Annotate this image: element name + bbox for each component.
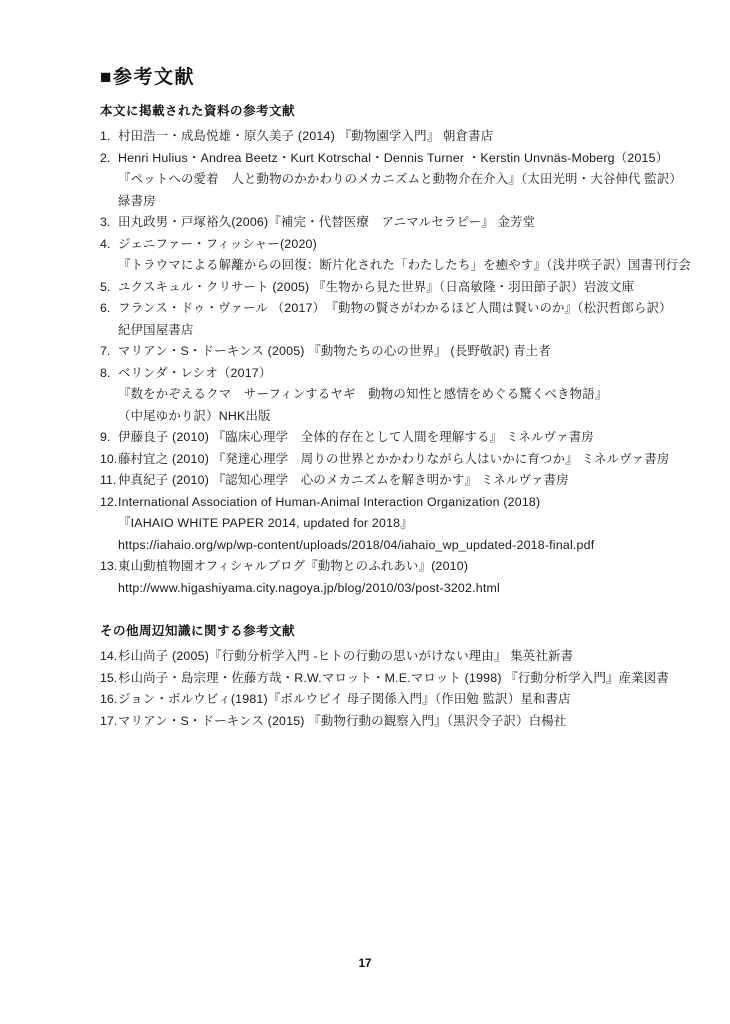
reference-number: 13. xyxy=(100,559,118,573)
reference-line: （中尾ゆかり訳）NHK出版 xyxy=(118,408,271,423)
reference-text xyxy=(118,711,685,733)
reference-line: 東山動植物園オフィシャルブログ『動物とのふれあい』(2010) xyxy=(118,559,469,573)
reference-line: Henri Hulius・Andrea Beetz・Kurt Kotrschal・Dennis Turner ・Kerstin Unvnäs-Moberg（2015） xyxy=(118,150,669,165)
reference-list xyxy=(100,126,691,599)
reference-number: 12. xyxy=(100,494,118,509)
reference-item xyxy=(100,492,685,557)
page-title: ■参考文献 xyxy=(100,67,195,88)
reference-text xyxy=(118,212,685,234)
reference-line: 紀伊国屋書店 xyxy=(118,322,194,337)
reference-number: 5. xyxy=(100,279,111,294)
reference-text xyxy=(118,148,685,213)
reference-number: 8. xyxy=(100,365,111,380)
reference-text xyxy=(118,126,685,148)
reference-line: 村田浩一・成島悦雄・原久美子 (2014) 『動物園学入門』 朝倉書店 xyxy=(118,129,494,143)
reference-text xyxy=(118,298,685,341)
reference-text xyxy=(118,492,685,557)
reference-text xyxy=(118,470,685,492)
reference-line: ユクスキュル・クリサート (2005) 『生物から見た世界』（日高敏隆・羽田節子訳）岩波文庫 xyxy=(118,279,635,294)
reference-line: 『IAHAIO WHITE PAPER 2014, updated for 2018』 xyxy=(118,516,413,530)
reference-line: ジェニファー・フィッシャー(2020) xyxy=(118,236,317,251)
reference-number: 15. xyxy=(100,670,118,685)
reference-list xyxy=(100,646,685,732)
reference-number: 7. xyxy=(100,344,111,358)
reference-line: ベリンダ・レシオ（2017） xyxy=(118,365,272,380)
reference-line: ジョン・ボルウビィ(1981)『ボルウビイ 母子関係入門』（作田勉 監訳）星和書店 xyxy=(118,692,571,706)
reference-item xyxy=(100,234,691,277)
page-number: 17 xyxy=(358,958,372,970)
reference-item xyxy=(100,668,685,690)
reference-line: 仲真紀子 (2010) 『認知心理学 心のメカニズムを解き明かす』 ミネルヴァ書房 xyxy=(118,473,569,487)
reference-item xyxy=(100,470,685,492)
reference-number: 6. xyxy=(100,301,111,315)
reference-line: 藤村宜之 (2010) 『発達心理学 周りの世界とかかわりながら人はいかに育つか』 ミネルヴァ書房 xyxy=(118,451,670,466)
reference-text xyxy=(118,341,685,363)
reference-section xyxy=(100,624,685,732)
reference-number: 3. xyxy=(100,215,111,229)
reference-item xyxy=(100,341,685,363)
reference-text xyxy=(118,668,685,690)
reference-number: 10. xyxy=(100,451,118,466)
reference-number: 1. xyxy=(100,129,111,143)
section-heading: その他周辺知識に関する参考文献 xyxy=(100,624,296,638)
reference-number: 9. xyxy=(100,430,111,444)
reference-line: 『トラウマによる解離からの回復：断片化された「わたしたち」を癒やす』（浅井咲子訳）国書刊行会 xyxy=(118,258,691,272)
reference-number: 17. xyxy=(100,713,118,728)
reference-line: 緑書房 xyxy=(118,193,156,208)
reference-item xyxy=(100,298,685,341)
reference-number: 4. xyxy=(100,236,111,251)
reference-line: 『ペットへの愛着 人と動物のかかわりのメカニズムと動物介在介入』（太田光明・大谷伸代 監訳） xyxy=(118,172,683,186)
reference-item xyxy=(100,449,685,471)
page-content xyxy=(100,62,691,732)
reference-number: 2. xyxy=(100,150,111,165)
reference-item xyxy=(100,363,685,428)
reference-line: 伊藤良子 (2010) 『臨床心理学 全体的存在として人間を理解する』 ミネルヴァ書房 xyxy=(118,430,594,444)
reference-text xyxy=(118,689,685,711)
reference-number: 11. xyxy=(100,473,117,487)
reference-text xyxy=(118,277,685,299)
reference-number: 14. xyxy=(100,649,118,663)
section-heading: 本文に掲載された資料の参考文献 xyxy=(100,104,296,118)
reference-text xyxy=(118,449,685,471)
reference-line: 田丸政男・戸塚裕久(2006)『補完・代替医療 アニマルセラピー』 金芳堂 xyxy=(118,215,536,229)
reference-number: 16. xyxy=(100,692,118,706)
reference-line: マリアン・S・ドーキンス (2005) 『動物たちの心の世界』 (長野敬訳) 青土者 xyxy=(118,344,551,358)
reference-item xyxy=(100,148,685,213)
reference-line: マリアン・S・ドーキンス (2015) 『動物行動の観察入門』（黒沢令子訳）白楊社 xyxy=(118,713,567,728)
reference-section xyxy=(100,104,691,599)
reference-line: 杉山尚子・島宗理・佐藤方哉・R.W.マロット・M.E.マロット (1998) 『行動分析学入門』産業図書 xyxy=(118,670,669,685)
reference-text xyxy=(118,646,685,668)
reference-item xyxy=(100,646,685,668)
reference-item xyxy=(100,711,685,733)
reference-line: 『数をかぞえるクマ サーフィンするヤギ 動物の知性と感情をめぐる驚くべき物語』 xyxy=(118,387,608,401)
reference-item xyxy=(100,689,685,711)
reference-item xyxy=(100,427,685,449)
reference-item xyxy=(100,126,685,148)
reference-line: International Association of Human-Animal Interaction Organization (2018) xyxy=(118,494,541,509)
reference-item xyxy=(100,556,685,599)
reference-line: フランス・ドゥ・ヴァール （2017） 『動物の賢さがわかるほど人間は賢いのか』（松沢哲郎ら訳） xyxy=(118,301,672,315)
reference-item xyxy=(100,212,685,234)
reference-text xyxy=(118,427,685,449)
reference-url: http://www.higashiyama.city.nagoya.jp/blog/2010/03/post-3202.html xyxy=(118,580,500,595)
reference-text xyxy=(118,234,691,277)
reference-item xyxy=(100,277,685,299)
reference-text xyxy=(118,363,685,428)
reference-text xyxy=(118,556,685,599)
references-sections xyxy=(100,104,691,732)
reference-url: https://iahaio.org/wp/wp-content/uploads/2018/04/iahaio_wp_updated-2018-final.pdf xyxy=(118,537,595,552)
reference-line: 杉山尚子 (2005)『行動分析学入門 -ヒトの行動の思いがけない理由』 集英社新書 xyxy=(118,649,574,663)
